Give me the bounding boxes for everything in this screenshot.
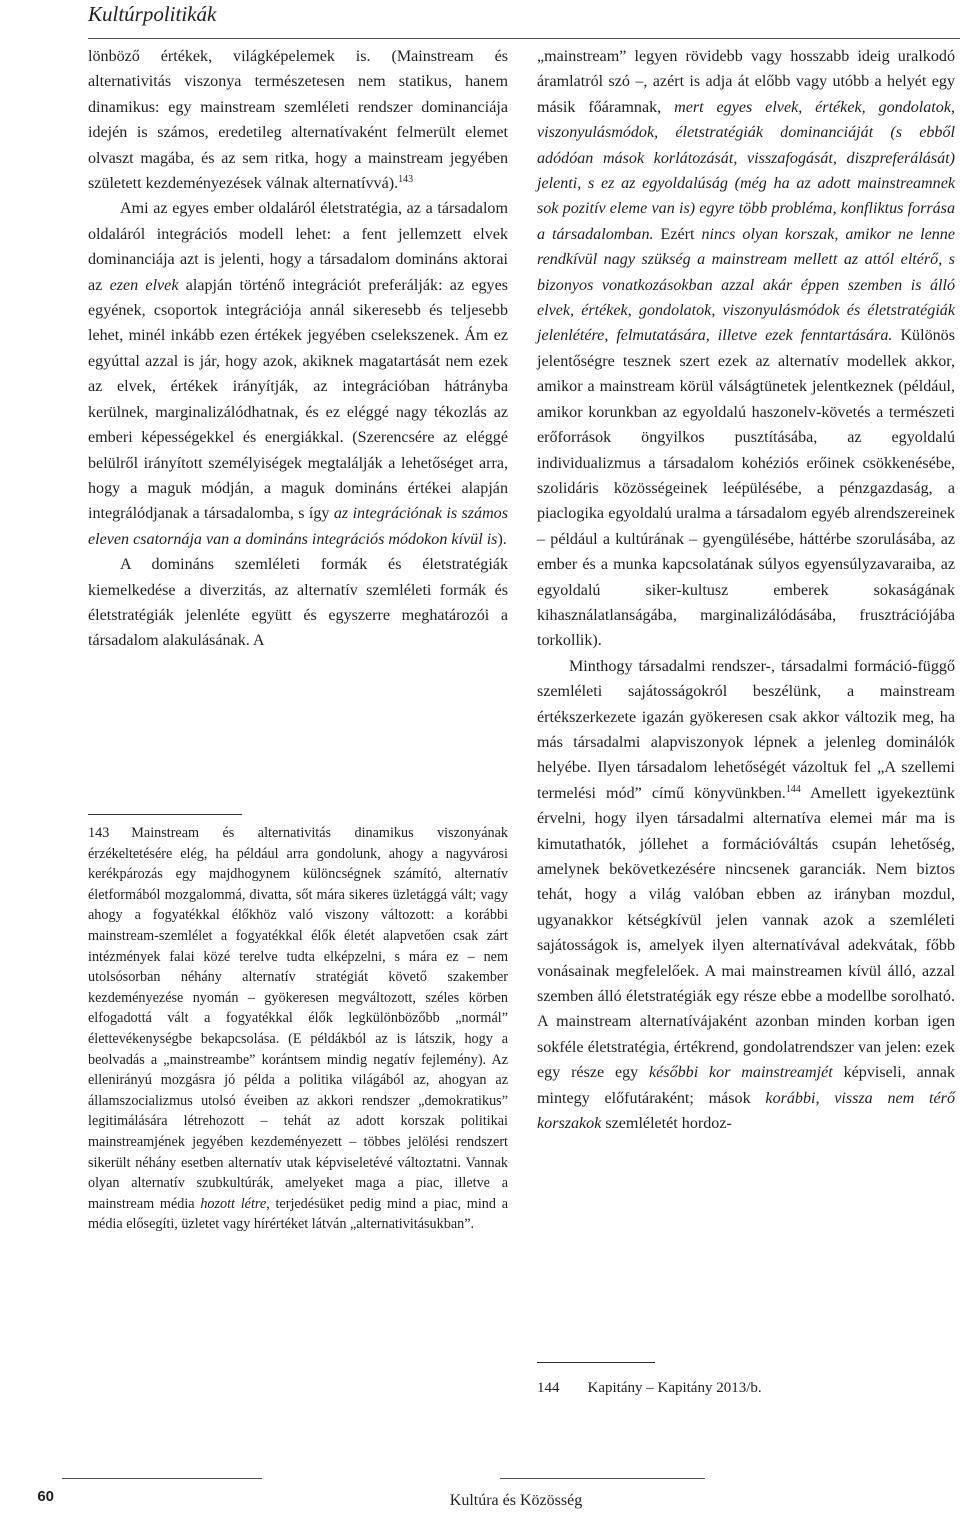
italic-text: az integrációnak is számos eleven csatornája van a domináns integrációs módokon kívül is: [88, 505, 508, 548]
italic-text: későbbi kor mainstreamjét: [649, 1064, 833, 1082]
footnote-text: Kapitány – Kapitány 2013/b.: [587, 1380, 762, 1396]
footer-rule: [62, 1478, 262, 1479]
text: Ezért: [653, 225, 702, 243]
footnote-text: Mainstream és alternativitás dinamikus viszonyának érzékeltetésére elég, ha például arra gondolunk, ahogy a nagyvárosi kerékpározás egy majdhogynem különcségnek számító, alternatív életformából mozgalommá, divatta, sőt mára sikeres üzletággá vált; vagy ahogy a fogyatékkal élőkhöz való viszony változott: a korábbi mainstream-szemlélet a fogyatékkal élők életét alapvetően csak zárt intézmények falai közé terelve tudta elképzelni, s mára ez – nem utolsósorban néhány alternatív stratégiát követő szakember kezdeményezése nyomán – gyökeresen megváltozott, széles körben elfogadottá vált a fogyatékkal élők legkülönbözőbb „normál” élettevékenységbe bekapcsolása. (E példákból az is látszik, hogy a beolvadás a „mainstreambe” korántsem mindig negatív fejlemény). Az ellenirányú mozgásra jó példa a politika világából az, ahogyan az államszocializmus utolsó éveiben az akkori rendszer „demokratikus” legitimálására létrehozott – tehát az adott korszak politikai mainstreamjének jegyében kezdeményezett – többes jelölési rendszert sikerült néhány esetben alternatív utak képviseletévé változtatni. Vannak olyan alternatív szubkultúrák, amelyeket maga a piac, illetve a mainstream média: [88, 825, 508, 1212]
text: Különös jelentőségre tesznek szert ezek az alternatív modellek akkor, amikor a mainstream körül válságtünetek jelentkeznek (például, amikor korunkban az egyoldalú haszonelv-követés a természeti erőforrások öngyilkos pusztításába, az egyoldalú individualizmus a társadalom kohéziós erőinek csökkenésébe, szolidáris közösségeinek leépülésébe, a pénzgazdaság, a piaclogika egyoldalú uralma a társadalom egyéb alrendszereinek – például a kultúrának – gyengülésébe, háttérbe szorulásába, az ember és a munka kapcsolatának súlyos egyensúlyzavaraiba, az egyoldalú siker-kultusz emberek sokaságának kihasználatlanságába, marginalizálódásába, frusztrációjába torkollik).: [537, 327, 955, 650]
footnote-number: 144: [537, 1380, 560, 1396]
text: ).: [497, 530, 507, 548]
footnote-ref-143[interactable]: 143: [398, 174, 414, 186]
italic-text: mert egyes elvek, értékek, gondolatok, viszonyulásmódok, életstratégiák dominanciáját (s ebből adódóan mások korlátozását, visszafogását, diszpreferálását) jelenti, s ez az egyoldalúság (még ha az adott mainstreamnek sok pozitív eleme van is) egyre több probléma, konfliktus forrása a társadalomban.: [537, 98, 955, 243]
left-column: [88, 44, 508, 654]
footer-rule: [500, 1478, 705, 1479]
footnote-143: [88, 823, 508, 1235]
text: alapján történő integrációt preferálják: az egyes egyének, csoportok integrációja annál sikeresebb és teljesebb lehet, minél inkább ezen értékek jegyében cselekszenek. Ám ez egyúttal azzal is jár, hogy azok, akiknek magatartását nem ezek az elvek, értékek irányítják, az integrációban hátrányba kerülnek, marginalizálódhatnak, és ez eléggé nagy tékozlás az emberi képességekkel és energiákkal. (Szerencsére az eléggé belülről irányított személyiségek megtalálják a lehetőséget arra, hogy a maguk módján, a maguk domináns értékei alapján integrálódjanak a társadalomba, s így: [88, 276, 508, 523]
footnote-ref-144[interactable]: 144: [785, 783, 801, 795]
text: Minthogy társadalmi rendszer-, társadalmi formáció-függő szemléleti sajátosságokról beszélünk, a mainstream értékszerkezete igazán gyökeresen csak akkor változik meg, ha más társadalmi alapviszonyok lépnek a jelenleg dominálók helyébe. Ilyen társadalom lehetőségét vázoltuk fel „A szellemi termelési mód” című könyvünkben.: [537, 657, 955, 802]
paragraph: [88, 552, 508, 654]
paragraph: [88, 44, 508, 196]
footnote-rule: [537, 1362, 655, 1363]
italic-text: korábbi, vissza nem térő korszakok: [537, 1089, 955, 1133]
italic-text: hozott létre: [200, 1195, 267, 1212]
footnote-144: [537, 1378, 955, 1399]
text: szemléletét hordoz-: [601, 1115, 732, 1133]
page-number: 60: [37, 1488, 54, 1505]
text: lönböző értékek, világképelemek is. (Mainstream és alternativitás viszonya természetesen nem statikus, hanem dinamikus: egy mainstream szemléleti rendszer dominanciája idején is számos, eredetileg alternatívaként felmerült elemet olvaszt magába, és az sem ritka, hogy a mainstream jegyében született kezdeményezések válnak alternatívvá).: [88, 48, 508, 193]
footnote-rule: [88, 814, 242, 815]
right-column: [537, 44, 955, 1136]
text: Amellett igyekeztünk érvelni, hogy ilyen társadalmi alternatíva elemei már ma is kimutathatók, jóllehet a formációváltás csupán lehetőség, amelynek bekövetkezésére nincsenek garanciák. Nem biztos tehát, hogy a világ valóban ebben az irányban mozdul, ugyanakkor kétségkívül jelen vannak azok a szemléleti sajátosságok is, amelyek ilyen alternatívával adekvátak, főbb vonásainak megfelelőek. A mai mainstreamen kívül álló, azzal szemben álló életstratégiák egy része ebbe a modellbe sorolható. A mainstream alternatívájaként azonban minden korban igen sokféle életstratégia, értékrend, gondolatrendszer van jelen: ezek egy része egy: [537, 784, 956, 1082]
text: A domináns szemléleti formák és életstratégiák kiemelkedése a diverzitás, az alternatív szemléleti formák és életstratégiák jelenléte együtt és egyszerre meghatározói a társadalom alakulásának. A: [88, 556, 508, 650]
header-rule: [88, 38, 960, 39]
paragraph: [88, 196, 508, 552]
footnote-text: , terjedésüket pedig mind a piac, mind a média elősegíti, üzletet vagy hírértéket látván „alternativitásukban”.: [88, 1195, 508, 1233]
italic-text: nincs olyan korszak, amikor ne lenne rendkívül nagy szükség a mainstream mellett az attól eltérő, s bizonyos vonatkozásokban azzal akár éppen szemben is álló elvek, értékek, gondolatok, viszonyulásmódok és életstratégiák jelenlétére, felmutatására, illetve ezek fenntartására.: [537, 225, 955, 345]
paragraph: [537, 44, 955, 654]
text: Ami az egyes ember oldaláról életstratégia, az a társadalom oldaláról integrációs modell lehet: a fent jellemzett elvek dominanciája azt is jelenti, hogy a társadalom domináns aktorai az: [88, 200, 508, 294]
italic-text: ezen elvek: [109, 276, 179, 294]
paragraph: [537, 654, 955, 1137]
section-title: Kultúrpolitikák: [88, 2, 217, 26]
text: „mainstream” legyen rövidebb vagy hosszabb ideig uralkodó áramlatról szó –, azért is adja át előbb vagy utóbb a helyét egy másik főáramnak,: [537, 48, 955, 116]
text: képviseli, annak mintegy előfutáraként; mások: [537, 1064, 955, 1107]
footnote-number: 143: [88, 825, 110, 841]
journal-title: Kultúra és Közösség: [449, 1492, 583, 1509]
